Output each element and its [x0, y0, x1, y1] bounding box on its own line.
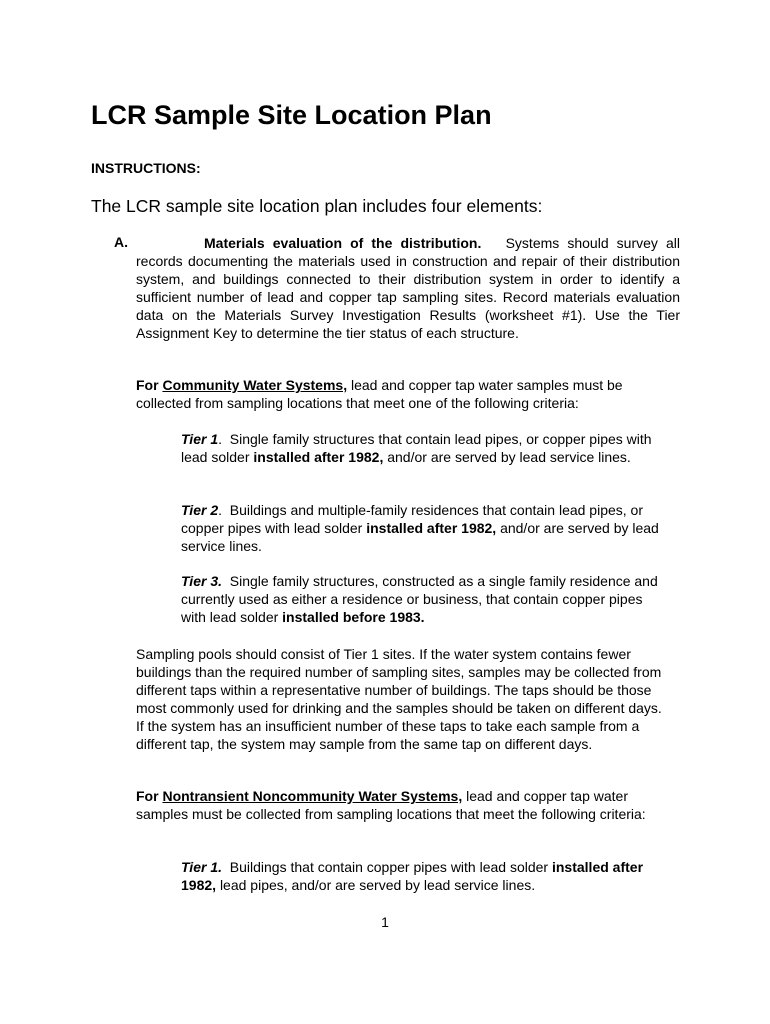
ncws-system-name: Nontransient Noncommunity Water Systems,	[162, 788, 463, 804]
sampling-pools-paragraph: Sampling pools should consist of Tier 1 sites. If the water system contains fewer buildings than the required number of sampling sites, samples may be collected from different taps within a representative number of buildings. The taps should be those most commonly used for drinking and the samples should be taken on different days. If the system has an insufficient number of these taps to take each sample from a different tap, the system may sample from the same tap on different days.	[136, 646, 662, 752]
ncws-text: lead and copper tap water samples must be collected from sampling locations that meet the following criteria:	[136, 788, 646, 822]
intro-text: The LCR sample site location plan includes four elements:	[91, 196, 543, 216]
ncws-tier-1-label: Tier 1.	[181, 859, 222, 875]
cws-text: lead and copper tap water samples must be collected from sampling locations that meet one of the following criteria:	[136, 377, 623, 411]
cws-tier-3-text: Single family structures, constructed as a single family residence and currently used as either a residence or business, that contain copper pipes with lead solder	[181, 573, 658, 625]
section-a-paragraph	[136, 234, 680, 342]
cws-system-name: Community Water Systems,	[162, 377, 348, 393]
cws-tier-2	[181, 501, 671, 555]
section-a-label: A.	[114, 234, 128, 250]
section-a-body: Systems should survey all records documenting the materials used in construction and repair of their distribution system, and buildings connected to their distribution system in order to identify a sufficient number of lead and copper tap sampling sites. Record materials evaluation data on the Materials Survey Investigation Results (worksheet #1). Use the Tier Assignment Key to determine the tier status of each structure.	[136, 235, 681, 341]
section-a-heading: Materials evaluation of the distribution.	[204, 235, 482, 251]
cws-tier-1-label: Tier 1	[181, 431, 219, 447]
cws-tier-2-label: Tier 2	[181, 502, 219, 518]
ncws-tier-1-emph: installed after 1982,	[181, 859, 644, 893]
cws-tier-2-text: Buildings and multiple-family residences that contain lead pipes, or copper pipes with lead solder	[181, 502, 644, 536]
cws-tier-2-text-end: and/or are served by lead service lines.	[181, 520, 659, 554]
cws-tier-1	[181, 430, 671, 466]
page-number: 1	[381, 914, 389, 930]
cws-tier-1-emph: installed after 1982,	[253, 449, 384, 465]
ncws-tier-1-text: Buildings that contain copper pipes with lead solder	[229, 859, 549, 875]
cws-for: For	[136, 377, 159, 393]
cws-tier-3-label: Tier 3.	[181, 573, 222, 589]
ncws-for: For	[136, 788, 159, 804]
cws-tier-1-text: Single family structures that contain lead pipes, or copper pipes with lead solder	[181, 431, 652, 465]
cws-tier-2-emph: installed after 1982,	[366, 520, 497, 536]
cws-tier-1-text-end: and/or are served by lead service lines.	[387, 449, 631, 465]
cws-tier-3-emph: installed before 1983.	[282, 609, 425, 625]
cws-paragraph	[136, 376, 680, 412]
ncws-tier-1-text-end: lead pipes, and/or are served by lead service lines.	[219, 877, 536, 893]
cws-tier-1-dot: .	[218, 431, 222, 447]
page-title: LCR Sample Site Location Plan	[91, 100, 492, 130]
cws-tier-3	[181, 572, 671, 626]
ncws-paragraph	[136, 787, 671, 823]
cws-tier-2-dot: .	[218, 502, 222, 518]
instructions-heading: INSTRUCTIONS:	[91, 160, 201, 176]
ncws-tier-1	[181, 858, 671, 894]
